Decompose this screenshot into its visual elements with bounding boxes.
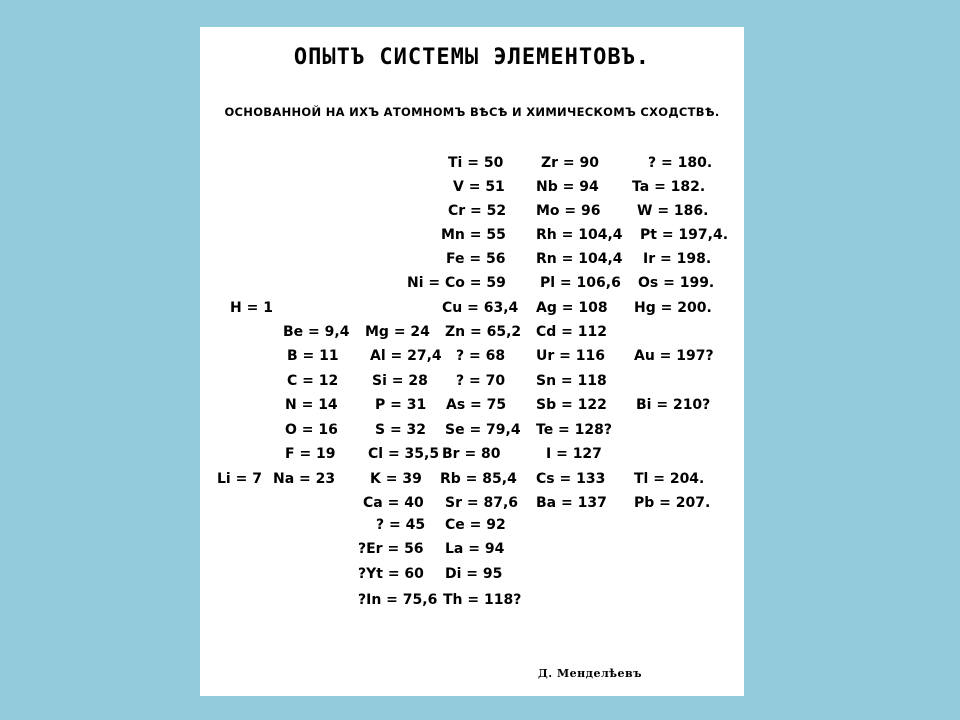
- element-cell: Pb = 207.: [634, 495, 711, 511]
- element-cell: Pt = 197,4.: [640, 227, 729, 243]
- element-cell: Ni = Co = 59: [407, 275, 506, 291]
- element-cell: B = 11: [287, 348, 339, 364]
- element-cell: Hg = 200.: [634, 300, 712, 316]
- element-cell: Te = 128?: [536, 422, 613, 438]
- element-cell: Cd = 112: [536, 324, 607, 340]
- element-cell: Ta = 182.: [632, 179, 706, 195]
- element-cell: Cu = 63,4: [442, 300, 519, 316]
- element-cell: Be = 9,4: [283, 324, 350, 340]
- element-cell: ? = 180.: [648, 155, 713, 171]
- element-cell: Ca = 40: [363, 495, 424, 511]
- element-cell: Ce = 92: [445, 517, 506, 533]
- element-cell: Au = 197?: [634, 348, 714, 364]
- author-signature: Д. Менделѣевъ: [538, 667, 643, 680]
- element-cell: C = 12: [287, 373, 339, 389]
- element-cell: W = 186.: [637, 203, 709, 219]
- element-cell: Br = 80: [442, 446, 501, 462]
- element-cell: K = 39: [370, 471, 422, 487]
- element-cell: ? = 68: [456, 348, 506, 364]
- element-cell: ? = 70: [456, 373, 506, 389]
- element-cell: Rh = 104,4: [536, 227, 623, 243]
- element-cell: Rn = 104,4: [536, 251, 623, 267]
- element-cell: Al = 27,4: [370, 348, 442, 364]
- element-cell: O = 16: [285, 422, 338, 438]
- element-cell: Li = 7: [217, 471, 262, 487]
- element-cell: Na = 23: [273, 471, 336, 487]
- element-cell: Mn = 55: [441, 227, 506, 243]
- element-cell: I = 127: [546, 446, 602, 462]
- document-subtitle: ОСНОВАННОЙ НА ИХЪ АТОМНОМЪ ВѢСѢ И ХИМИЧЕСКОМЪ СХОДСТВѢ.: [224, 105, 720, 119]
- element-cell: Si = 28: [372, 373, 428, 389]
- element-cell: Ir = 198.: [643, 251, 712, 267]
- element-cell: Os = 199.: [638, 275, 715, 291]
- element-cell: H = 1: [230, 300, 273, 316]
- element-cell: Cs = 133: [536, 471, 606, 487]
- element-cell: Th = 118?: [443, 592, 522, 608]
- element-cell: Ag = 108: [536, 300, 608, 316]
- element-cell: As = 75: [446, 397, 507, 413]
- element-cell: Bi = 210?: [636, 397, 711, 413]
- document-title: ОПЫТЪ СИСТЕМЫ ЭЛЕМЕНТОВЪ.: [293, 45, 651, 70]
- element-cell: ?Er = 56: [358, 541, 424, 557]
- element-cell: ?In = 75,6: [358, 592, 438, 608]
- element-cell: ?Yt = 60: [358, 566, 424, 582]
- element-cell: Tl = 204.: [634, 471, 705, 487]
- element-cell: Se = 79,4: [445, 422, 521, 438]
- element-cell: Mg = 24: [365, 324, 430, 340]
- element-cell: Di = 95: [445, 566, 503, 582]
- element-cell: Ti = 50: [448, 155, 504, 171]
- element-cell: Sr = 87,6: [445, 495, 519, 511]
- element-cell: Rb = 85,4: [440, 471, 517, 487]
- element-cell: Ur = 116: [536, 348, 605, 364]
- element-cell: Ba = 137: [536, 495, 607, 511]
- element-cell: Sn = 118: [536, 373, 607, 389]
- element-cell: V = 51: [453, 179, 505, 195]
- element-cell: N = 14: [285, 397, 338, 413]
- element-cell: ? = 45: [376, 517, 426, 533]
- element-cell: S = 32: [375, 422, 427, 438]
- element-cell: La = 94: [445, 541, 505, 557]
- element-cell: Zn = 65,2: [445, 324, 522, 340]
- element-cell: Pl = 106,6: [540, 275, 621, 291]
- element-cell: Cr = 52: [448, 203, 507, 219]
- element-cell: Mo = 96: [536, 203, 601, 219]
- element-cell: Cl = 35,5: [368, 446, 440, 462]
- element-cell: Nb = 94: [536, 179, 599, 195]
- element-cell: F = 19: [285, 446, 336, 462]
- document-page: [200, 27, 744, 696]
- element-cell: Sb = 122: [536, 397, 607, 413]
- element-cell: Fe = 56: [446, 251, 506, 267]
- element-cell: P = 31: [375, 397, 427, 413]
- element-cell: Zr = 90: [541, 155, 600, 171]
